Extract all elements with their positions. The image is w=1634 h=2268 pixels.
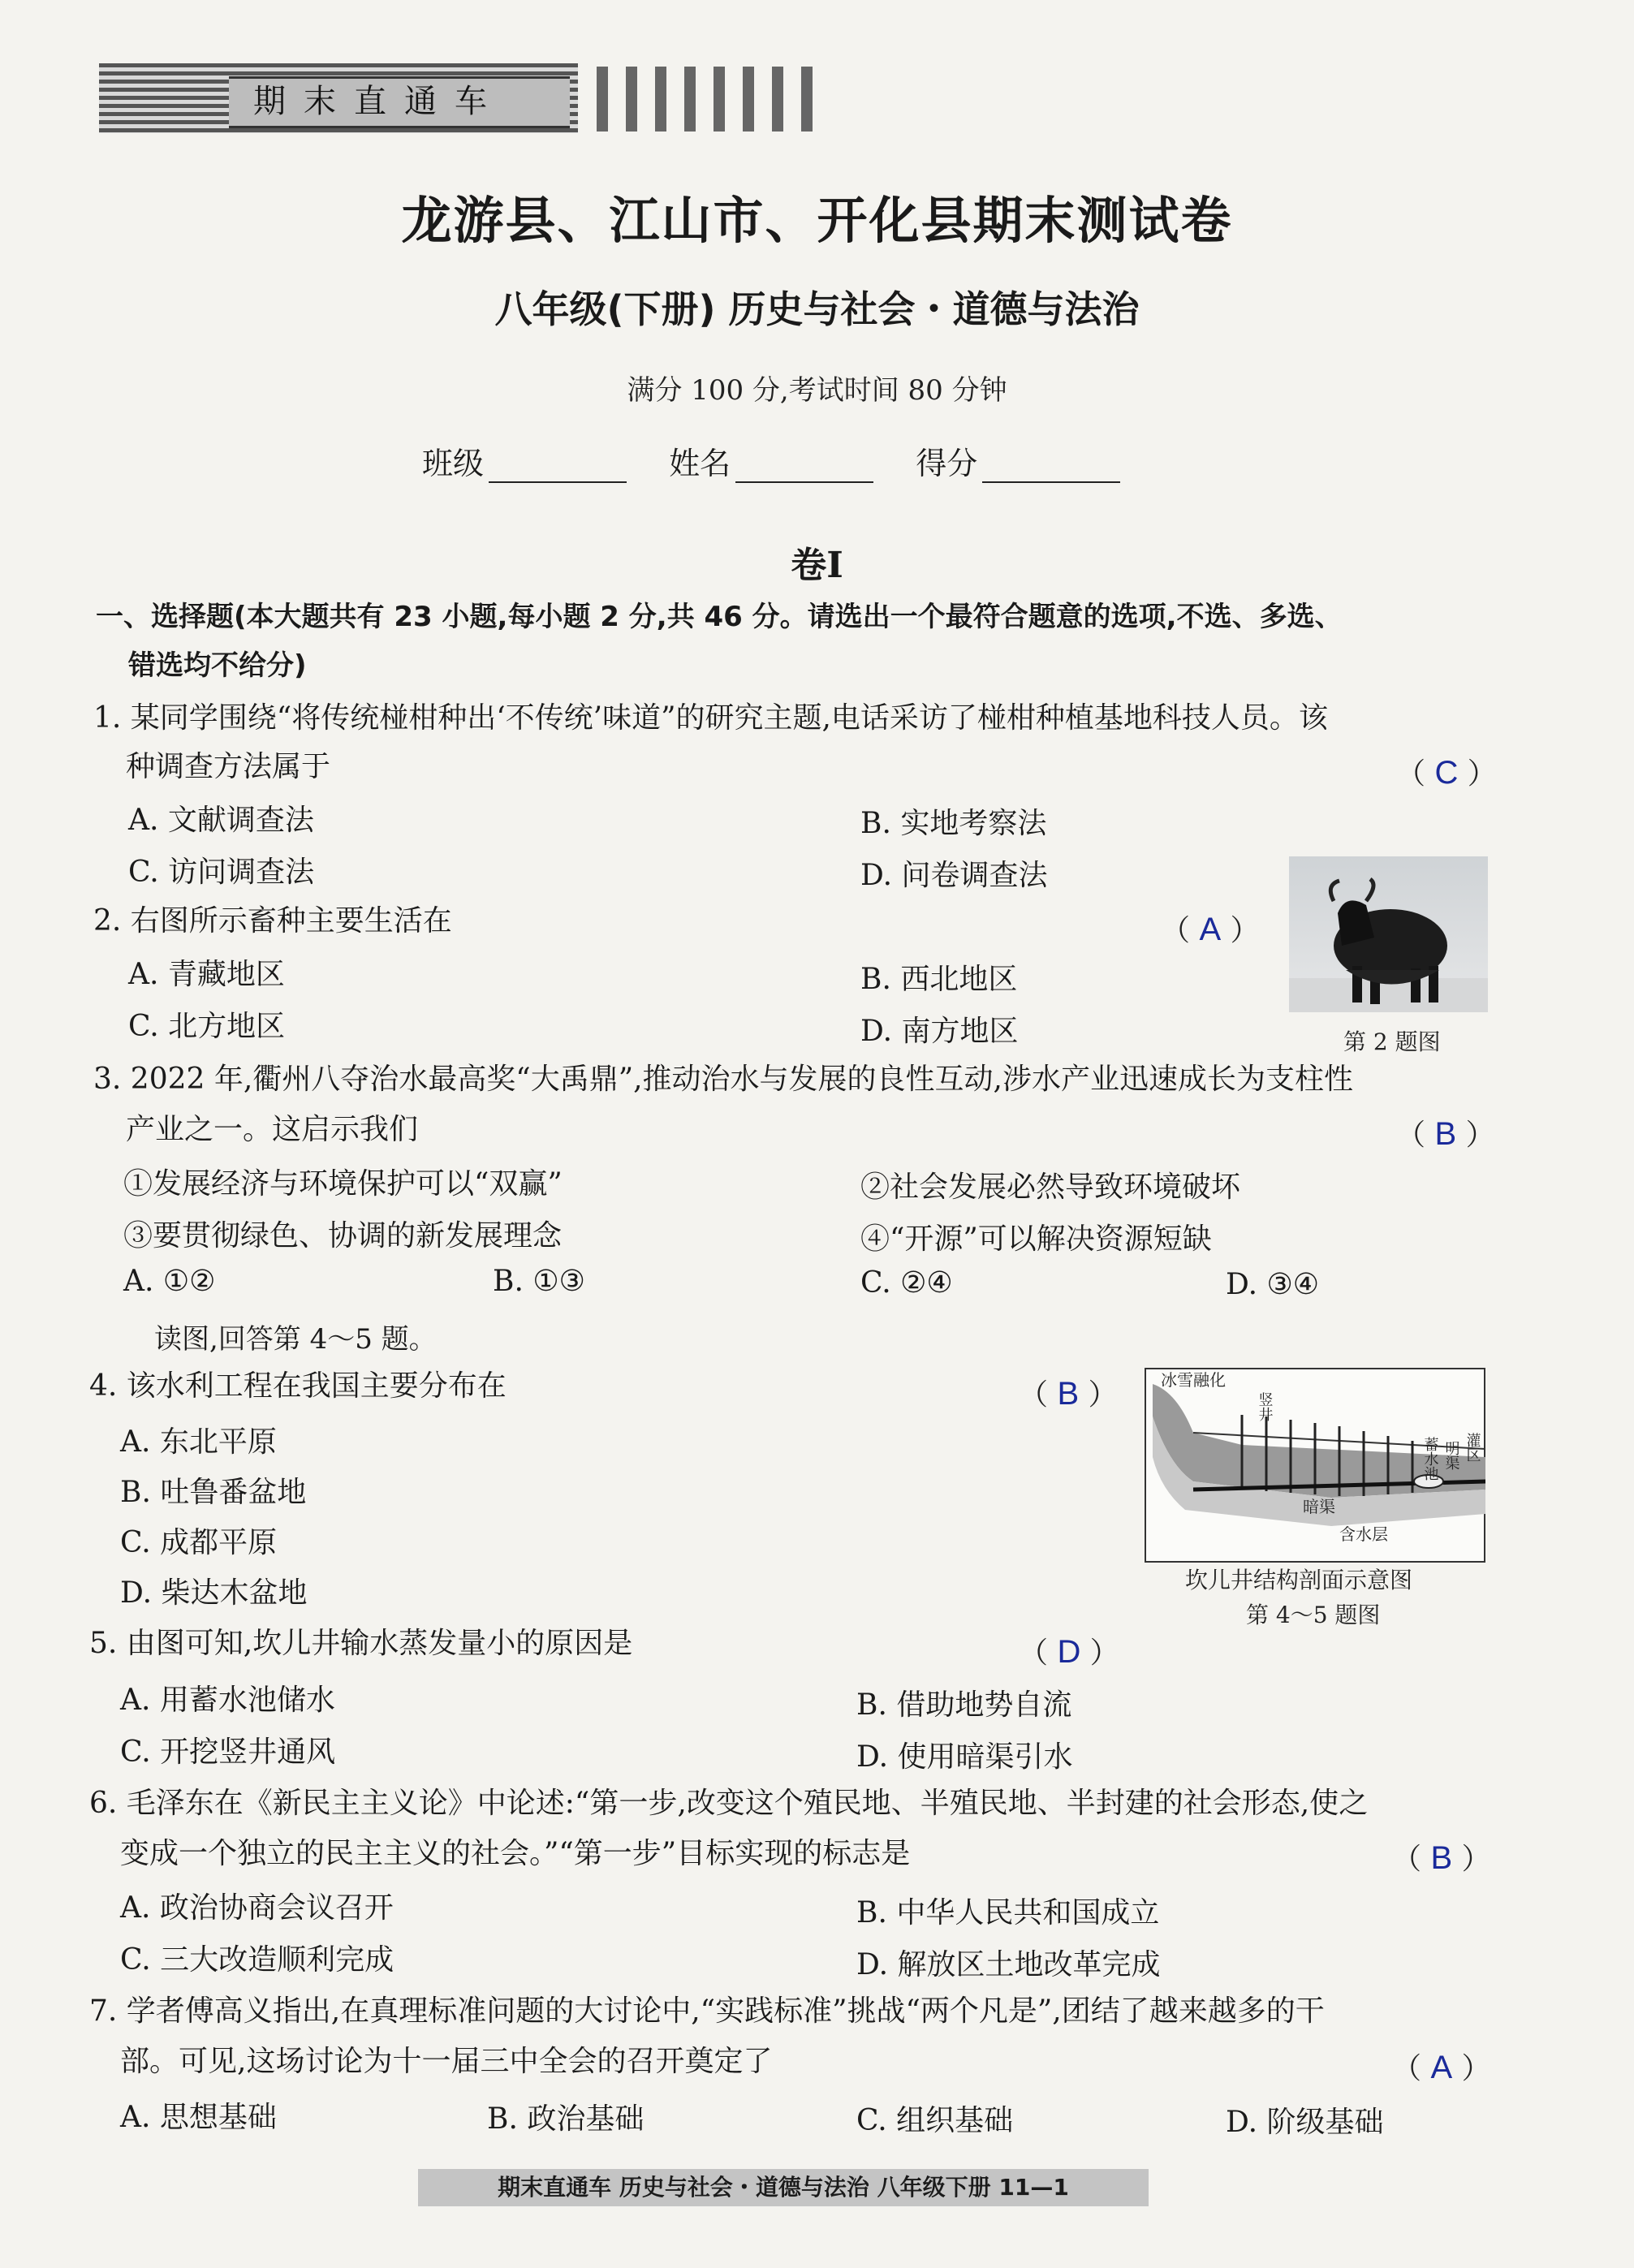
statement-3-2: ②社会发展必然导致环境破坏 — [860, 1171, 1241, 1204]
read-figure-intro: 读图,回答第 4～5 题。 — [154, 1323, 437, 1356]
question-4-stem: 4. 该水利工程在我国主要分布在 — [89, 1369, 507, 1403]
label-culvert: 暗渠 — [1303, 1497, 1335, 1516]
label-snow: 冰雪融化 — [1161, 1370, 1226, 1390]
question-7-stem-2: 部。可见,这场讨论为十一届三中全会的召开奠定了 — [120, 2045, 773, 2078]
option-3d[interactable]: D. ③④ — [1226, 1268, 1320, 1301]
answer-4: B — [1057, 1376, 1080, 1412]
answer-3: B — [1434, 1116, 1457, 1152]
figure-2-caption: 第 2 题图 — [1343, 1028, 1441, 1055]
option-1a[interactable]: A. 文献调查法 — [128, 804, 314, 837]
question-5-stem: 5. 由图可知,坎儿井输水蒸发量小的原因是 — [89, 1627, 633, 1660]
answer-6: B — [1430, 1840, 1453, 1876]
answer-paren-4: （ B ） — [1019, 1376, 1118, 1412]
statement-3-1: ①发展经济与环境保护可以“双赢” — [123, 1167, 563, 1201]
option-1d[interactable]: D. 问卷调查法 — [860, 859, 1048, 892]
option-4a[interactable]: A. 东北平原 — [120, 1425, 277, 1459]
label-aquifer: 含水层 — [1339, 1524, 1388, 1544]
option-3a[interactable]: A. ①② — [123, 1265, 216, 1298]
exam-info: 满分 100 分,考试时间 80 分钟 — [627, 374, 1007, 407]
answer-paren-5: （ D ） — [1019, 1634, 1119, 1670]
option-7b[interactable]: B. 政治基础 — [487, 2102, 645, 2136]
option-2b[interactable]: B. 西北地区 — [860, 963, 1018, 996]
answer-paren-6: （ B ） — [1392, 1840, 1491, 1876]
option-1b[interactable]: B. 实地考察法 — [860, 807, 1047, 840]
option-6a[interactable]: A. 政治协商会议召开 — [120, 1891, 394, 1925]
option-1c[interactable]: C. 访问调查法 — [128, 856, 315, 889]
section-heading: 一、选择题(本大题共有 23 小题,每小题 2 分,共 46 分。请选出一个最符合题意的选项,不选、多选、 错选均不给分) — [96, 601, 1343, 682]
option-3c[interactable]: C. ②④ — [860, 1266, 953, 1300]
option-6d[interactable]: D. 解放区土地改革完成 — [856, 1948, 1161, 1981]
label-canal: 明渠 — [1442, 1441, 1460, 1470]
question-6-stem-2: 变成一个独立的民主主义的社会。”“第一步”目标实现的标志是 — [120, 1837, 911, 1870]
page-subtitle: 八年级(下册) 历史与社会・道德与法治 — [494, 287, 1140, 331]
option-5b[interactable]: B. 借助地势自流 — [856, 1688, 1072, 1722]
banner-label: 期末直通车 — [253, 83, 505, 120]
yak-photo — [1289, 856, 1488, 1012]
option-2d[interactable]: D. 南方地区 — [860, 1015, 1019, 1048]
question-3-stem: 3. 2022 年,衢州八夺治水最高奖“大禹鼎”,推动治水与发展的良性互动,涉水产业迅速成长为支柱性 — [93, 1063, 1353, 1096]
question-6-stem: 6. 毛泽东在《新民主主义论》中论述:“第一步,改变这个殖民地、半殖民地、半封建的社会形态,使之 — [89, 1787, 1369, 1820]
answer-paren-1: （ C ） — [1396, 755, 1497, 791]
option-7a[interactable]: A. 思想基础 — [120, 2101, 277, 2134]
yak-icon — [1289, 856, 1488, 1012]
option-7c[interactable]: C. 组织基础 — [856, 2104, 1014, 2137]
label-shaft: 竖井 — [1256, 1392, 1274, 1421]
question-3-stem-2: 产业之一。这启示我们 — [126, 1113, 419, 1146]
answer-paren-7: （ A ） — [1392, 2050, 1491, 2085]
option-4b[interactable]: B. 吐鲁番盆地 — [120, 1476, 307, 1509]
option-2a[interactable]: A. 青藏地区 — [128, 958, 285, 991]
answer-2: A — [1199, 912, 1222, 947]
field-name[interactable]: 姓名 — [669, 438, 873, 483]
answer-paren-2: （ A ） — [1161, 912, 1260, 947]
page-title: 龙游县、江山市、开化县期末测试卷 — [401, 191, 1233, 250]
answer-1: C — [1434, 755, 1459, 791]
statement-3-3: ③要贯彻绿色、协调的新发展理念 — [123, 1219, 563, 1253]
answer-7: A — [1430, 2050, 1453, 2085]
karez-diagram — [1145, 1368, 1485, 1563]
option-6c[interactable]: C. 三大改造顺利完成 — [120, 1943, 394, 1977]
question-7-stem: 7. 学者傅高义指出,在真理标准问题的大讨论中,“实践标准”挑战“两个凡是”,团结了越来越多的干 — [89, 1994, 1325, 2028]
question-1-stem: 1. 某同学围绕“将传统椪柑种出‘不传统’味道”的研究主题,电话采访了椪柑种植基地科技人员。该 — [93, 701, 1328, 735]
option-5a[interactable]: A. 用蓄水池储水 — [120, 1684, 335, 1717]
label-irrigation: 灌区 — [1464, 1433, 1481, 1462]
diagram-title: 坎儿井结构剖面示意图 — [1185, 1567, 1413, 1593]
page-footer: 期末直通车 历史与社会・道德与法治 八年级下册 11—1 — [418, 2169, 1149, 2206]
answer-paren-3: （ B ） — [1396, 1116, 1495, 1152]
header-banner — [99, 63, 578, 133]
question-2-stem: 2. 右图所示畜种主要生活在 — [93, 904, 452, 938]
option-4d[interactable]: D. 柴达木盆地 — [120, 1576, 308, 1610]
question-1-stem-2: 种调查方法属于 — [126, 750, 331, 783]
student-fields — [422, 438, 1153, 483]
option-5d[interactable]: D. 使用暗渠引水 — [856, 1740, 1073, 1774]
field-class[interactable]: 班级 — [422, 438, 627, 483]
section-title: 卷Ⅰ — [791, 545, 843, 586]
option-5c[interactable]: C. 开挖竖井通风 — [120, 1735, 336, 1769]
option-3b[interactable]: B. ①③ — [493, 1265, 585, 1298]
label-pool: 蓄水池 — [1421, 1437, 1439, 1481]
banner-bars — [597, 67, 816, 132]
field-score[interactable]: 得分 — [916, 438, 1120, 483]
option-2c[interactable]: C. 北方地区 — [128, 1010, 286, 1043]
figure-4-5-caption: 第 4～5 题图 — [1246, 1602, 1381, 1628]
option-6b[interactable]: B. 中华人民共和国成立 — [856, 1896, 1160, 1930]
statement-3-4: ④“开源”可以解决资源短缺 — [860, 1222, 1212, 1256]
option-4c[interactable]: C. 成都平原 — [120, 1526, 278, 1559]
answer-5: D — [1057, 1634, 1081, 1670]
option-7d[interactable]: D. 阶级基础 — [1226, 2106, 1384, 2139]
